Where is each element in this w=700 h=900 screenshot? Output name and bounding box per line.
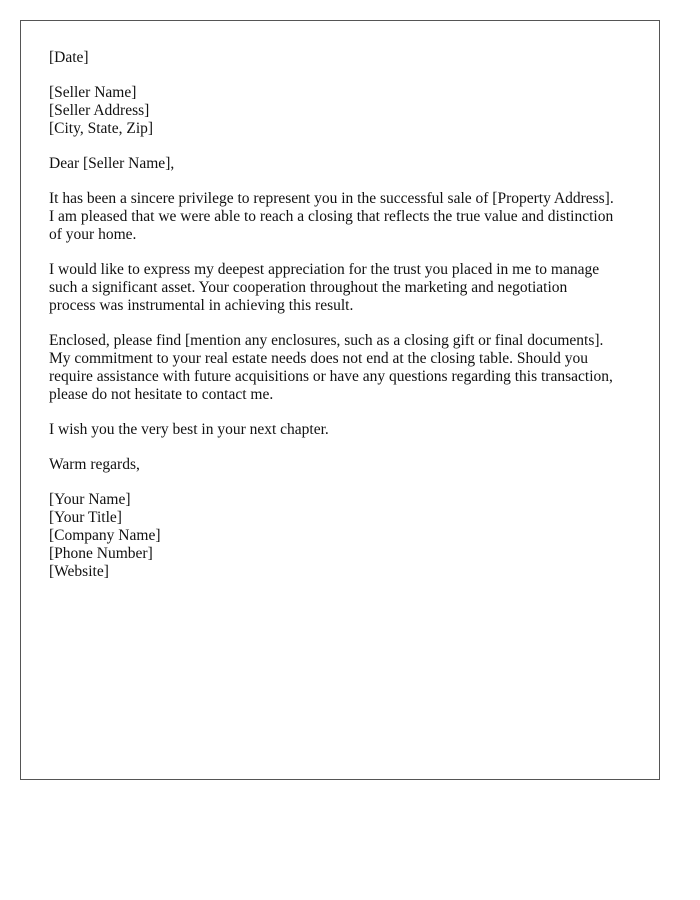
salutation [49,155,641,173]
paragraph-line: process was instrumental in achieving this result. [49,297,354,314]
paragraph-line: please do not hesitate to contact me. [49,386,274,403]
signature-block [49,491,641,581]
signature-website: [Website] [49,563,109,580]
recipient-name: [Seller Name] [49,84,137,101]
signature-title: [Your Title] [49,509,122,526]
body-paragraph-1 [49,190,641,244]
paragraph-line: I would like to express my deepest appreciation for the trust you placed in me to manage [49,261,600,278]
paragraph-line: It has been a sincere privilege to represent you in the successful sale of [Property Address]. [49,190,614,207]
recipient-address: [Seller Address] [49,102,150,119]
closing [49,456,641,474]
letter-date [49,49,641,67]
signature-name: [Your Name] [49,491,131,508]
paragraph-line: My commitment to your real estate needs does not end at the closing table. Should you [49,350,588,367]
paragraph-line: Enclosed, please find [mention any enclosures, such as a closing gift or final documents]. [49,332,604,349]
paragraph-line: I am pleased that we were able to reach a closing that reflects the true value and distinction [49,208,614,225]
paragraph-line: require assistance with future acquisitions or have any questions regarding this transaction, [49,368,613,385]
paragraph-line: of your home. [49,226,137,243]
signature-company: [Company Name] [49,527,161,544]
salutation-text: Dear [Seller Name], [49,155,175,172]
paragraph-line: I wish you the very best in your next chapter. [49,421,329,438]
paragraph-line: such a significant asset. Your cooperation throughout the marketing and negotiation [49,279,568,296]
letter-content [49,49,641,598]
letter-page [20,20,660,780]
body-paragraph-3 [49,332,641,404]
recipient-address-block [49,84,641,138]
closing-text: Warm regards, [49,456,140,473]
recipient-city-state-zip: [City, State, Zip] [49,120,154,137]
date-text: [Date] [49,49,89,66]
body-paragraph-4 [49,421,641,439]
body-paragraph-2 [49,261,641,315]
signature-phone: [Phone Number] [49,545,153,562]
